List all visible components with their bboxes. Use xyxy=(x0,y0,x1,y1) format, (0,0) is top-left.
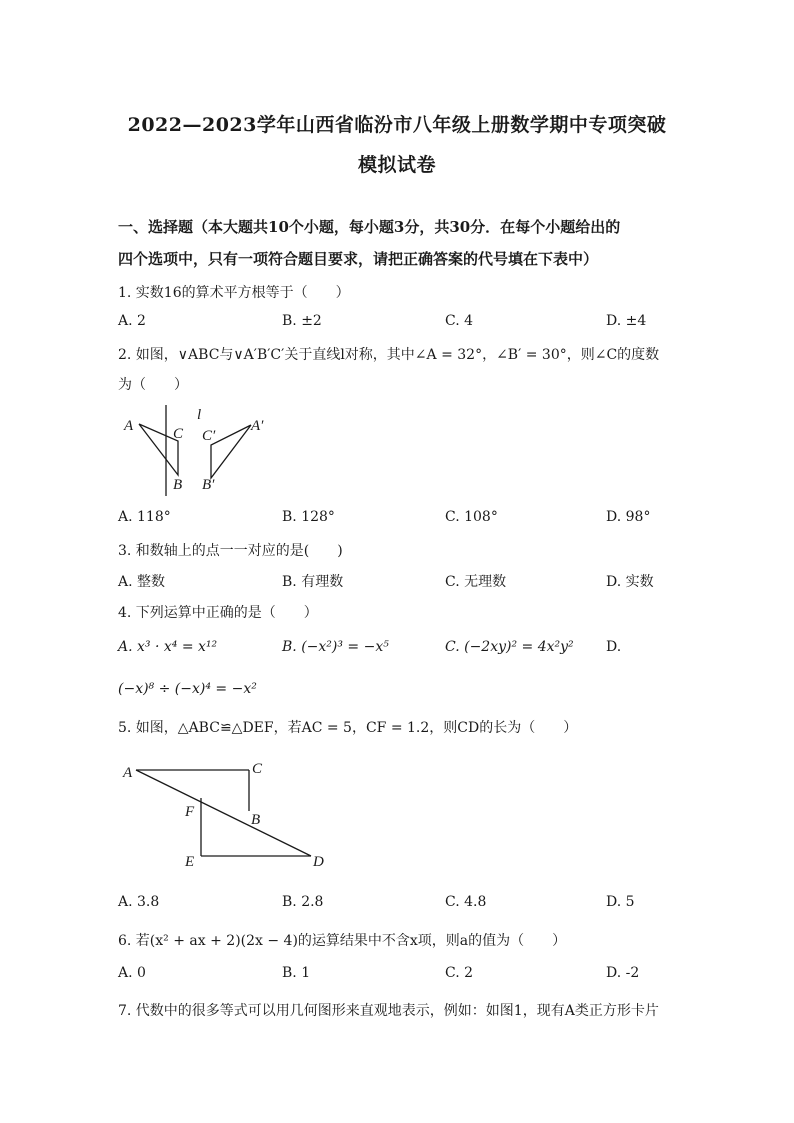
q2-figure xyxy=(115,400,285,500)
question-1-stem: 1. 实数16的算术平方根等于（ ） xyxy=(118,285,350,301)
q5-option-b: B. 2.8 xyxy=(282,894,324,910)
q3-option-d: D. 实数 xyxy=(606,574,654,590)
q5-option-d: D. 5 xyxy=(606,894,635,910)
label-l: l xyxy=(197,407,202,423)
label-b-prime: B′ xyxy=(202,477,215,493)
segment-ad xyxy=(136,770,311,856)
q1-option-a: A. 2 xyxy=(118,313,146,329)
exam-title-line1: 2022—2023学年山西省临汾市八年级上册数学期中专项突破 xyxy=(127,114,667,136)
q4-option-c: C. (−2xy)² = 4x²y² xyxy=(445,639,574,655)
question-2-stem-line1: 2. 如图，∨ABC与∨A′B′C′关于直线l对称，其中∠A = 32°，∠B′ = 30°，则∠C的度数 xyxy=(118,347,660,363)
q4-option-a: A. x³ · x⁴ = x¹² xyxy=(118,639,218,655)
q4-option-d: D. xyxy=(606,639,622,655)
question-4-stem: 4. 下列运算中正确的是（ ） xyxy=(118,605,318,621)
label-a-prime: A′ xyxy=(251,418,264,434)
q1-option-c: C. 4 xyxy=(445,313,474,329)
label-e: E xyxy=(185,854,195,870)
label-b: B xyxy=(173,477,183,493)
q3-option-b: B. 有理数 xyxy=(282,574,344,590)
label-c: C xyxy=(252,761,263,777)
question-3-stem: 3. 和数轴上的点一一对应的是( ) xyxy=(118,543,343,559)
question-5-stem: 5. 如图，△ABC≌△DEF，若AC = 5，CF = 1.2，则CD的长为（ ） xyxy=(118,720,578,736)
label-a: A xyxy=(124,418,134,434)
label-f: F xyxy=(185,804,195,820)
q5-option-c: C. 4.8 xyxy=(445,894,487,910)
label-a: A xyxy=(123,765,133,781)
q1-option-b: B. ±2 xyxy=(282,313,322,329)
section-heading-line1: 一、选择题（本大题共10个小题，每小题3分，共30分．在每个小题给出的 xyxy=(118,218,621,236)
q6-option-c: C. 2 xyxy=(445,965,474,981)
q2-option-c: C. 108° xyxy=(445,509,498,525)
q1-option-d: D. ±4 xyxy=(606,313,647,329)
q4-option-d-expression: (−x)⁸ ÷ (−x)⁴ = −x² xyxy=(118,681,257,697)
label-b: B xyxy=(251,812,261,828)
q2-option-a: A. 118° xyxy=(118,509,171,525)
q2-option-b: B. 128° xyxy=(282,509,335,525)
q3-option-c: C. 无理数 xyxy=(445,574,507,590)
q6-option-b: B. 1 xyxy=(282,965,311,981)
label-c: C xyxy=(173,426,184,442)
section-heading-line2: 四个选项中，只有一项符合题目要求，请把正确答案的代号填在下表中） xyxy=(118,250,599,268)
q5-figure xyxy=(115,755,335,875)
exam-title-line2: 模拟试卷 xyxy=(357,154,436,176)
triangle-a1b1c1 xyxy=(211,425,251,478)
q2-option-d: D. 98° xyxy=(606,509,651,525)
question-7-stem: 7. 代数中的很多等式可以用几何图形来直观地表示，例如：如图1，现有A类正方形卡片 xyxy=(118,1003,659,1019)
q6-option-a: A. 0 xyxy=(118,965,146,981)
q4-option-b: B. (−x²)³ = −x⁵ xyxy=(282,639,389,655)
label-c-prime: C′ xyxy=(202,428,216,444)
question-6-stem: 6. 若(x² + ax + 2)(2x − 4)的运算结果中不含x项，则a的值为（ ） xyxy=(118,933,567,949)
question-2-stem-line2: 为（ ） xyxy=(118,377,188,393)
label-d: D xyxy=(313,854,324,870)
q6-option-d: D. -2 xyxy=(606,965,640,981)
q5-option-a: A. 3.8 xyxy=(118,894,160,910)
q3-option-a: A. 整数 xyxy=(118,574,166,590)
